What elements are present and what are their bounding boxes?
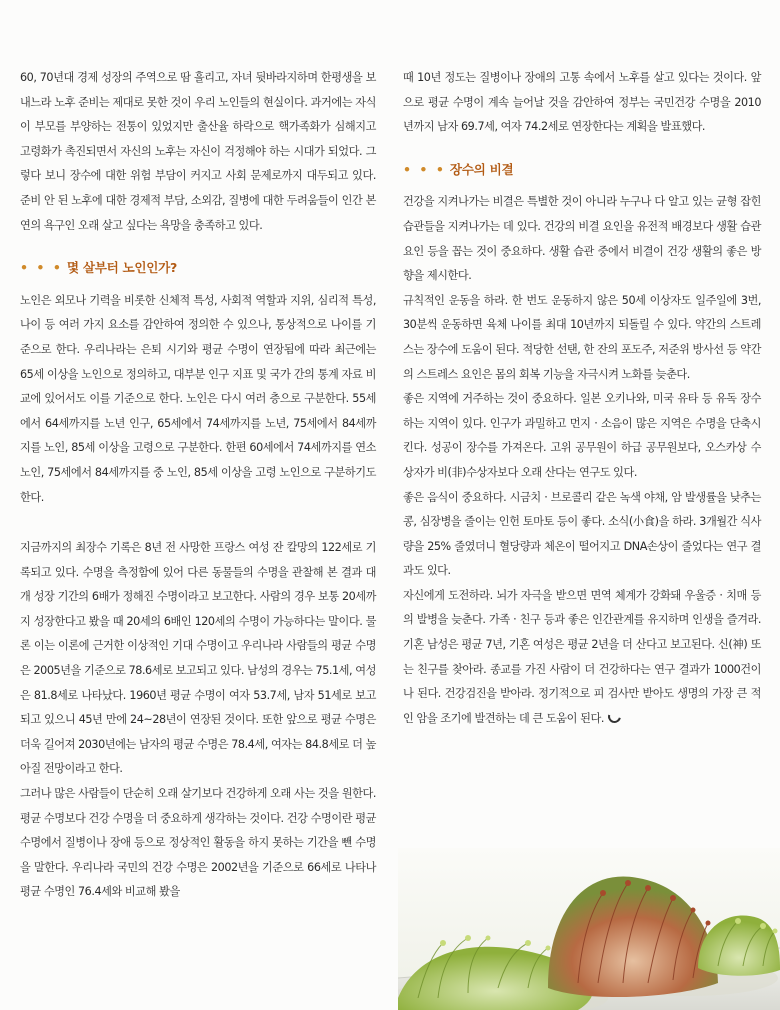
body-paragraph: 노인은 외모나 기력을 비롯한 신체적 특성, 사회적 역할과 지위, 심리적 특성, 나이 등 여러 가지 요소를 감안하여 정의한 수 있으나, 통상적으로 나이를 기준으로 한다. 우리나라는 은퇴 시기와 평균 수명이 연장됨에 따라 최근에는 65세 이상을 노인으로 정의하고, 대부분 인구 지표 및 국가 간의 통계 자료 비교에 있어서도 이를 기준으로 한다. 노인은 다시 여러 층으로 구분한다. 55세에서 64세까지를 노년 인구, 65세에서 74세까지를 노년, 75세에서 84세까지를 노인, 85세 이상을 고령으로 구분한다. 한편 60세에서 74세까지를 연소노인, 75세에서 84세까지를 중 노인, 85세 이상을 고령 노인으로 구분하기도 한다. (20, 293, 376, 504)
left-column (20, 66, 376, 905)
body-paragraph: 건강을 지켜나가는 비결은 특별한 것이 아니라 누구나 다 알고 있는 균형 잡힌 습관들을 지켜나가는 데 있다. 건강의 비결 요인을 유전적 배경보다 생활 습관 요인 등을 꼽는 것이 중요하다. 생활 습관 중에서 비결이 건강 생활의 좋은 방향을 제시한다. (403, 195, 761, 283)
body-paragraph (403, 584, 761, 732)
sprouts-illustration (398, 848, 780, 1010)
body-paragraph: 지금까지의 최장수 기록은 8년 전 사망한 프랑스 여성 잔 칼망의 122세로 기록되고 있다. 수명을 측정함에 있어 다른 동물들의 수명을 관찰해 본 결과 대개 성장 기간의 6배가 정해진 수명이라고 보고한다. 사람의 경우 보통 20세까지 성장한다고 봤을 때 20세의 6배인 120세의 수명이 가능하다는 말이다. 물론 이는 이론에 근거한 이상적인 기대 수명이고 우리나라 사람들의 평균 수명은 2005년을 기준으로 78.6세로 보고되고 있다. 남성의 경우는 75.1세, 여성은 81.8세로 나타났다. 1960년 평균 수명이 여자 53.7세, 남자 51세로 보고되고 있으니 45년 만에 24~28년이 연장된 것이다. 또한 앞으로 평균 수명은 더욱 길어져 2030년에는 남자의 평균 수명은 78.4세, 여자는 84.8세로 더 높아질 전망이라고 한다. (20, 541, 376, 776)
heading-dots-icon: • • • (20, 260, 63, 276)
body-paragraph: 그러나 많은 사람들이 단순히 오래 살기보다 건강하게 오래 사는 것을 원한다. 평균 수명보다 건강 수명을 더 중요하게 생각하는 것이다. 건강 수명이란 평균 수명에서 질병이나 장애 등으로 정상적인 활동을 하지 못하는 기간을 뺀 수명을 말한다. 우리나라 국민의 건강 수명은 2002년을 기준으로 66세로 나타나 평균 수명인 76.4세와 비교해 봤을 (20, 787, 376, 899)
section-heading-longevity (403, 158, 761, 183)
heading-dots-icon: • • • (403, 161, 446, 177)
right-column (403, 66, 761, 731)
section-title: 장수의 비결 (449, 161, 514, 177)
section-heading-old-age (20, 256, 376, 281)
intro-paragraph: 60, 70년대 경제 성장의 주역으로 땀 흘리고, 자녀 뒷바라지하며 한평생을 보내느라 노후 준비는 제대로 못한 것이 우리 노인들의 현실이다. 과거에는 자식이 부모를 부양하는 전통이 있었지만 출산율 하락으로 핵가족화가 심해지고 고령화가 촉진되면서 자신의 노후는 자신이 걱정해야 하는 시대가 되었다. 그렇다 보니 장수에 대한 위험 부담이 커지고 사회 문제로까지 대두되고 있다. 준비 안 된 노후에 대한 경제적 부담, 소외감, 질병에 대한 두려움들이 인간 본연의 욕구인 오래 살고 싶다는 욕망을 충족하고 있다. (20, 71, 376, 232)
body-paragraph: 때 10년 정도는 질병이나 장애의 고통 속에서 노후를 살고 있다는 것이다. 앞으로 평균 수명이 계속 늘어날 것을 감안하여 정부는 국민건강 수명을 2010년까지 남자 69.7세, 여자 74.2세로 연장한다는 계획을 발표했다. (403, 71, 761, 134)
body-paragraph: 규칙적인 운동을 하라. 한 번도 운동하지 않은 50세 이상자도 일주일에 3번, 30분씩 운동하면 육체 나이를 최대 10년까지 되돌릴 수 있다. 약간의 스트레스는 장수에 도움이 된다. 적당한 선탠, 한 잔의 포도주, 저준위 방사선 등 약간의 스트레스 요인은 몸의 회복 기능을 자극시켜 노화를 늦춘다. (403, 293, 761, 381)
body-paragraph: 좋은 음식이 중요하다. 시금치 · 브로콜리 같은 녹색 야채, 암 발생률을 낮추는 콩, 심장병을 줄이는 인헌 토마토 등이 좋다. 소식(小食)을 하라. 3개월간 식사량을 25% 줄였더니 혈당량과 체온이 떨어지고 DNA손상이 줄었다는 연구 결과도 있다. (403, 490, 761, 578)
sprouts-image (398, 848, 780, 1010)
end-of-article-icon (606, 707, 624, 725)
last-paragraph-text: 자신에게 도전하라. 뇌가 자극을 받으면 면역 체계가 강화돼 우울증 · 치매 등의 발병을 늦춘다. 가족 · 친구 등과 좋은 인간관계를 유지하며 인생을 즐겨라. 기혼 남성은 평균 7년, 기혼 여성은 평균 2년을 더 산다고 보고된다. 신(神) 또는 친구를 찾아라. 종교를 가진 사람이 더 건강하다는 연구 결과가 1000건이나 된다. 건강검진을 받아라. 정기적으로 피 검사만 받아도 생명의 가장 큰 적인 암을 조기에 발견하는 데 큰 도움이 된다. (403, 588, 761, 725)
body-paragraph: 좋은 지역에 거주하는 것이 중요하다. 일본 오키나와, 미국 유타 등 유독 장수하는 지역이 있다. 인구가 과밀하고 먼지 · 소음이 많은 지역은 수명을 단축시킨다. 성공이 장수를 가져온다. 고위 공무원이 하급 공무원보다, 오스카상 수상자가 비(非)수상자보다 오래 산다는 연구도 있다. (403, 392, 761, 479)
section-title: 몇 살부터 노인인가? (66, 260, 178, 276)
